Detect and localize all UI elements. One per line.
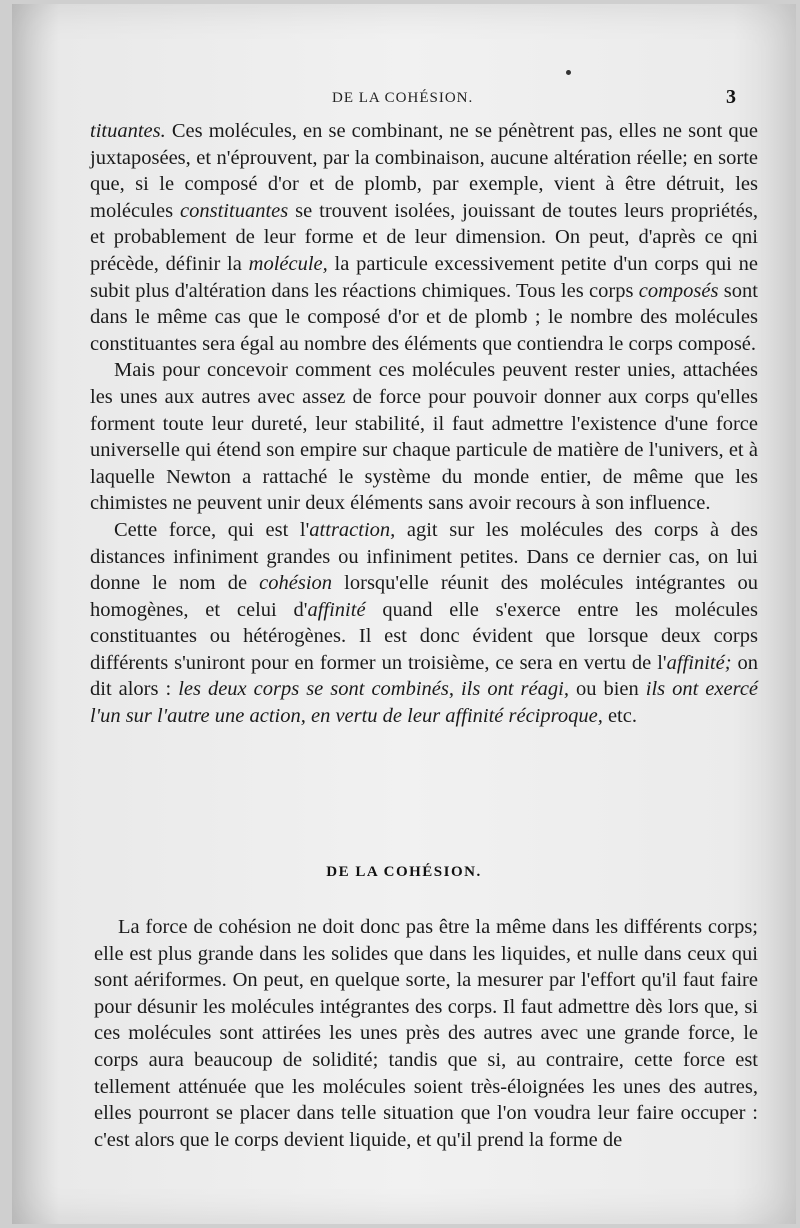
paragraph-3 [90,517,758,730]
paragraph-3-text-b: agit sur les molécules des corps à des distances infiniment grandes ou infiniment petites. Dans ce dernier cas, on lui donne le nom de [90,518,758,595]
body-text-lower [94,914,758,1153]
body-text-upper [90,118,758,730]
paragraph-3-text-a: Cette force, qui est l' [114,518,310,541]
section-heading: DE LA COHÉSION. [326,864,482,880]
paragraph-1-text-a: Ces molécules, en se combinant, ne se pénètrent pas, elles ne sont que juxtaposées, et n'éprouvent, par la combinaison, aucune altération réelle; en sorte que, si le composé d'or et de plomb, par exemple, vient à être détruit, les molécules [90,120,758,222]
paragraph-1-italic-c: composés [638,279,719,302]
paragraph-3-italic-d: affinité; [666,651,732,674]
paragraph-1 [90,118,758,357]
ink-speck [566,70,571,75]
running-title: DE LA COHÉSION. [332,90,474,106]
paragraph-3-italic-c: affinité [307,598,366,621]
paragraph-3-text-g: etc. [602,705,637,728]
paragraph-1-italic-b: molécule, [248,252,328,275]
paragraph-3-italic-f: ils ont exercé l'un sur l'autre une action, en vertu de leur affinité réciproque, [90,678,759,728]
paragraph-3-italic-b: cohésion [259,572,333,595]
page-number: 3 [726,86,736,108]
paragraph-3-text-c: lorsqu'elle réunit des molécules intégrantes ou homogènes, et celui d' [90,572,758,621]
paragraph-3-text-e: on dit alors : [90,651,758,701]
book-page [12,4,796,1224]
paragraph-1-text-d: sont dans le même cas que le composé d'or et de plomb ; le nombre des molécules constituantes sera égal au nombre des éléments que contiendra le corps composé. [90,279,758,355]
paragraph-1-lead: tituantes. [90,120,166,142]
paragraph-3-text-f: ou bien [568,678,646,701]
paragraph-3-text-d: quand elle s'exerce entre les molécules constituantes ou hétérogènes. Il est donc évident que lorsque deux corps différents s'uniront pour en former un troisième, ce sera en vertu de l' [90,598,759,674]
page-header [12,86,796,114]
paragraph-1-text-b: se trouvent isolées, jouissant de toutes leurs propriétés, et probablement de leur forme et de leur dimension. On peut, d'après ce qni précède, définir la [90,199,758,275]
paragraph-3-italic-a: attraction, [309,518,396,541]
paragraph-2: Mais pour concevoir comment ces molécules peuvent rester unies, attachées les unes aux autres avec assez de force pour pouvoir donner aux corps qu'elles forment toute leur dureté, leur stabilité, il faut admettre l'existence d'une force universelle qui étend son empire sur chaque particule de matière de l'univers, et à laquelle Newton a rattaché le système du monde entier, de même que les chimistes ne peuvent unir deux éléments sans avoir recours à son influence. [90,359,758,515]
paragraph-1-text-c: la particule excessivement petite d'un corps qui ne subit plus d'altération dans les réactions chimiques. Tous les corps [90,252,758,302]
paragraph-4: La force de cohésion ne doit donc pas être la même dans les différents corps; elle est plus grande dans les solides que dans les liquides, et nulle dans ceux qui sont aériformes. On peut, en quelque sorte, la mesurer par l'effort qu'il faut faire pour désunir les molécules intégrantes des corps. Il faut admettre dès lors que, si ces molécules sont attirées les unes près des autres avec une grande force, le corps aura beaucoup de solidité; tandis que si, au contraire, cette force est tellement atténuée que les molécules soient très-éloignées les unes des autres, elles pourront se placer dans telle situation que l'on voudra leur faire occuper : c'est alors que le corps devient liquide, et qu'il prend la forme de [94,916,758,1151]
paragraph-1-italic-a: constituantes [180,199,289,222]
paragraph-3-italic-e: les deux corps se sont combinés, ils ont réagi, [178,678,569,701]
